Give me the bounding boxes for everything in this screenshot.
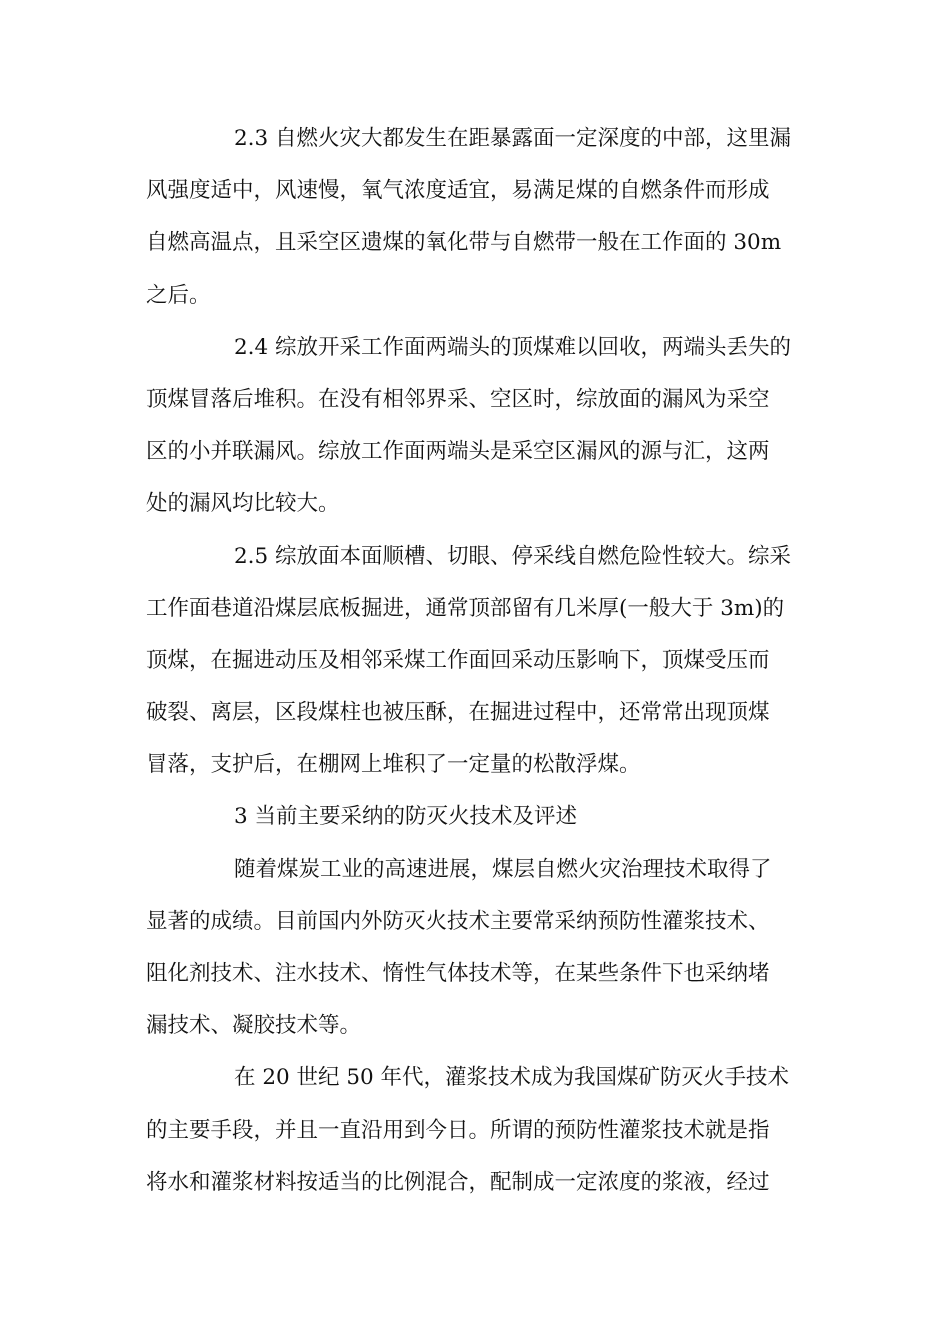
text-line: 区的小并联漏风。综放工作面两端头是采空区漏风的源与汇，这两 <box>146 439 770 465</box>
text-line: 自燃高温点，且采空区遗煤的氧化带与自燃带一般在工作面的 30m <box>146 230 782 256</box>
text-line: 之后。 <box>146 282 211 308</box>
text-line: 破裂、离层，区段煤柱也被压酥，在掘进过程中，还常常出现顶煤 <box>146 700 770 726</box>
text-line: 2.5 综放面本面顺槽、切眼、停采线自燃危险性较大。综采 <box>234 543 792 569</box>
text-line: 冒落，支护后，在棚网上堆积了一定量的松散浮煤。 <box>146 752 641 778</box>
text-line: 2.3 自燃火灾大都发生在距暴露面一定深度的中部，这里漏 <box>234 126 792 151</box>
text-line: 显著的成绩。目前国内外防灭火技术主要常采纳预防性灌浆技术、 <box>146 908 770 934</box>
section-heading: 3 当前主要采纳的防灭火技术及评述 <box>234 804 578 830</box>
text-line: 顶煤冒落后堆积。在没有相邻界采、空区时，综放面的漏风为采空 <box>146 386 770 412</box>
document-body <box>146 113 806 1209</box>
text-line: 工作面巷道沿煤层底板掘进，通常顶部留有几米厚(一般大于 3m)的 <box>146 595 785 621</box>
text-line: 在 20 世纪 50 年代，灌浆技术成为我国煤矿防灭火手技术 <box>234 1065 790 1091</box>
text-line: 阻化剂技术、注水技术、惰性气体技术等，在某些条件下也采纳堵 <box>146 961 770 986</box>
text-line: 漏技术、凝胶技术等。 <box>146 1013 362 1039</box>
text-line: 2.4 综放开采工作面两端头的顶煤难以回收，两端头丢失的 <box>234 334 792 360</box>
text-line: 处的漏风均比较大。 <box>146 491 340 517</box>
text-line: 风强度适中，风速慢，氧气浓度适宜，易满足煤的自燃条件而形成 <box>146 178 770 204</box>
text-line: 将水和灌浆材料按适当的比例混合，配制成一定浓度的浆液，经过 <box>146 1169 770 1195</box>
text-line: 的主要手段，并且一直沿用到今日。所谓的预防性灌浆技术就是指 <box>146 1117 770 1143</box>
text-line: 随着煤炭工业的高速进展，煤层自燃火灾治理技术取得了 <box>234 856 772 882</box>
text-line: 顶煤，在掘进动压及相邻采煤工作面回采动压影响下，顶煤受压而 <box>146 647 770 673</box>
